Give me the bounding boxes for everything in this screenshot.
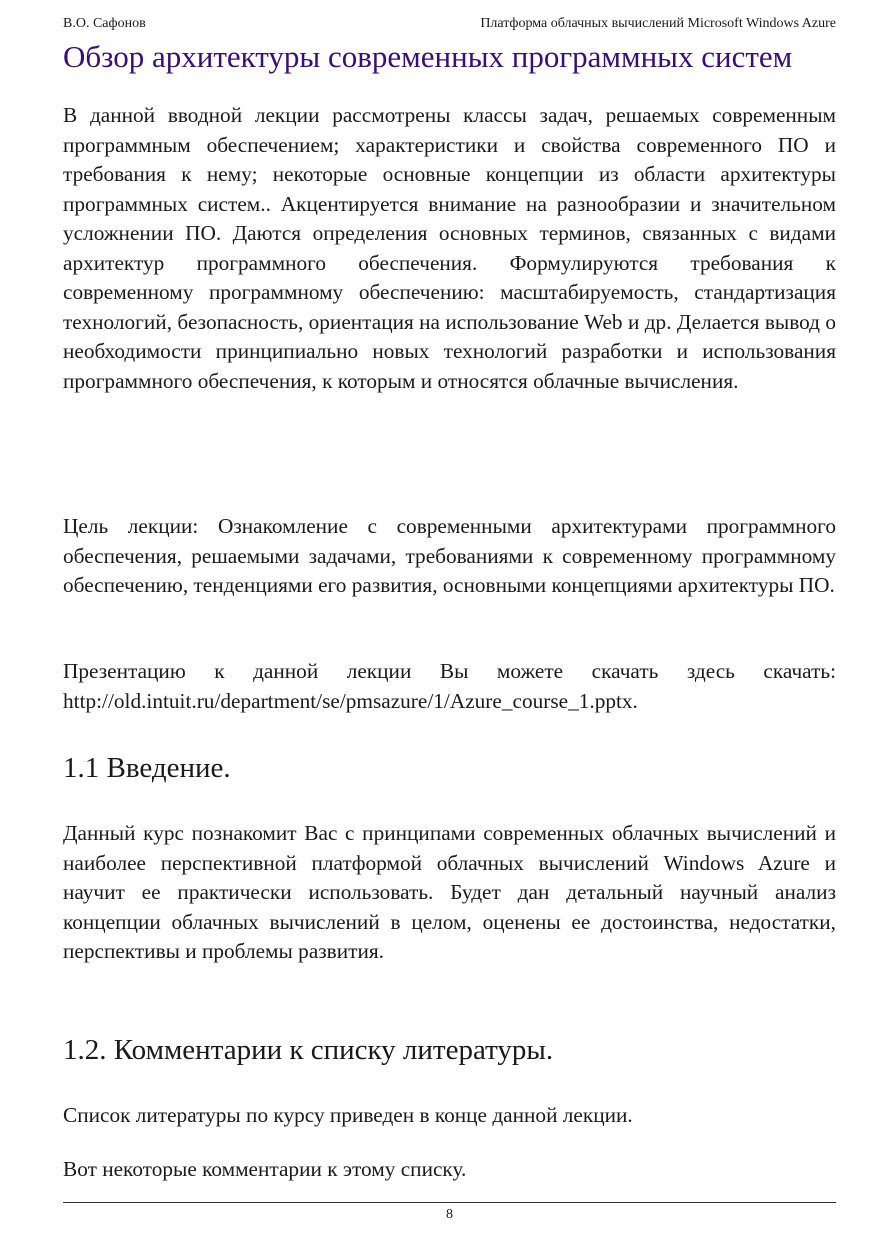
header-author: В.О. Сафонов [63,16,146,31]
lecture-abstract: В данной вводной лекции рассмотрены классы задач, решаемых современным программным обеспечением; характеристики и свойства современного ПО и требования к нему; некоторые основные концепции из области архитектуры программных систем.. Акцентируется внимание на разнообразии и значительном усложнении ПО. Даются определения основных терминов, связанных с видами архитектур программного обеспечения. Формулируются требования к современному программному обеспечению: масштабируемость, стандартизация технологий, безопасность, ориентация на использование Web и др. Делается вывод о необходимости принципиально новых технологий разработки и использования программного обеспечения, к которым и относятся облачные вычисления. [63,103,836,393]
section-heading-introduction: 1.1 Введение. [63,752,231,784]
header-book-title: Платформа облачных вычислений Microsoft Windows Azure [480,16,836,31]
presentation-download-note: Презентацию к данной лекции Вы можете скачать здесь скачать: http://old.intuit.ru/department/se/pmsazure/1/Azure_course_1.pptx. [63,659,836,713]
literature-comments-paragraph: Вот некоторые комментарии к этому списку. [63,1157,467,1181]
document-page [63,0,836,1241]
lecture-goal: Цель лекции: Ознакомление с современными архитектурами программного обеспечения, решаемыми задачами, требованиями к современному программному обеспечению, тенденциями его развития, основными концепциями архитектуры ПО. [63,514,836,597]
footer-divider [63,1202,836,1203]
section-heading-literature-comments: 1.2. Комментарии к списку литературы. [63,1034,554,1066]
page-number: 8 [446,1207,453,1222]
running-header [63,14,836,34]
lecture-title: Обзор архитектуры современных программных систем [63,39,793,74]
literature-paragraph: Список литературы по курсу приведен в конце данной лекции. [63,1103,633,1127]
introduction-paragraph: Данный курс познакомит Вас с принципами современных облачных вычислений и наиболее перспективной платформой облачных вычислений Windows Azure и научит ее практически использовать. Будет дан детальный научный анализ концепции облачных вычислений в целом, оценены ее достоинства, недостатки, перспективы и проблемы развития. [63,821,836,963]
